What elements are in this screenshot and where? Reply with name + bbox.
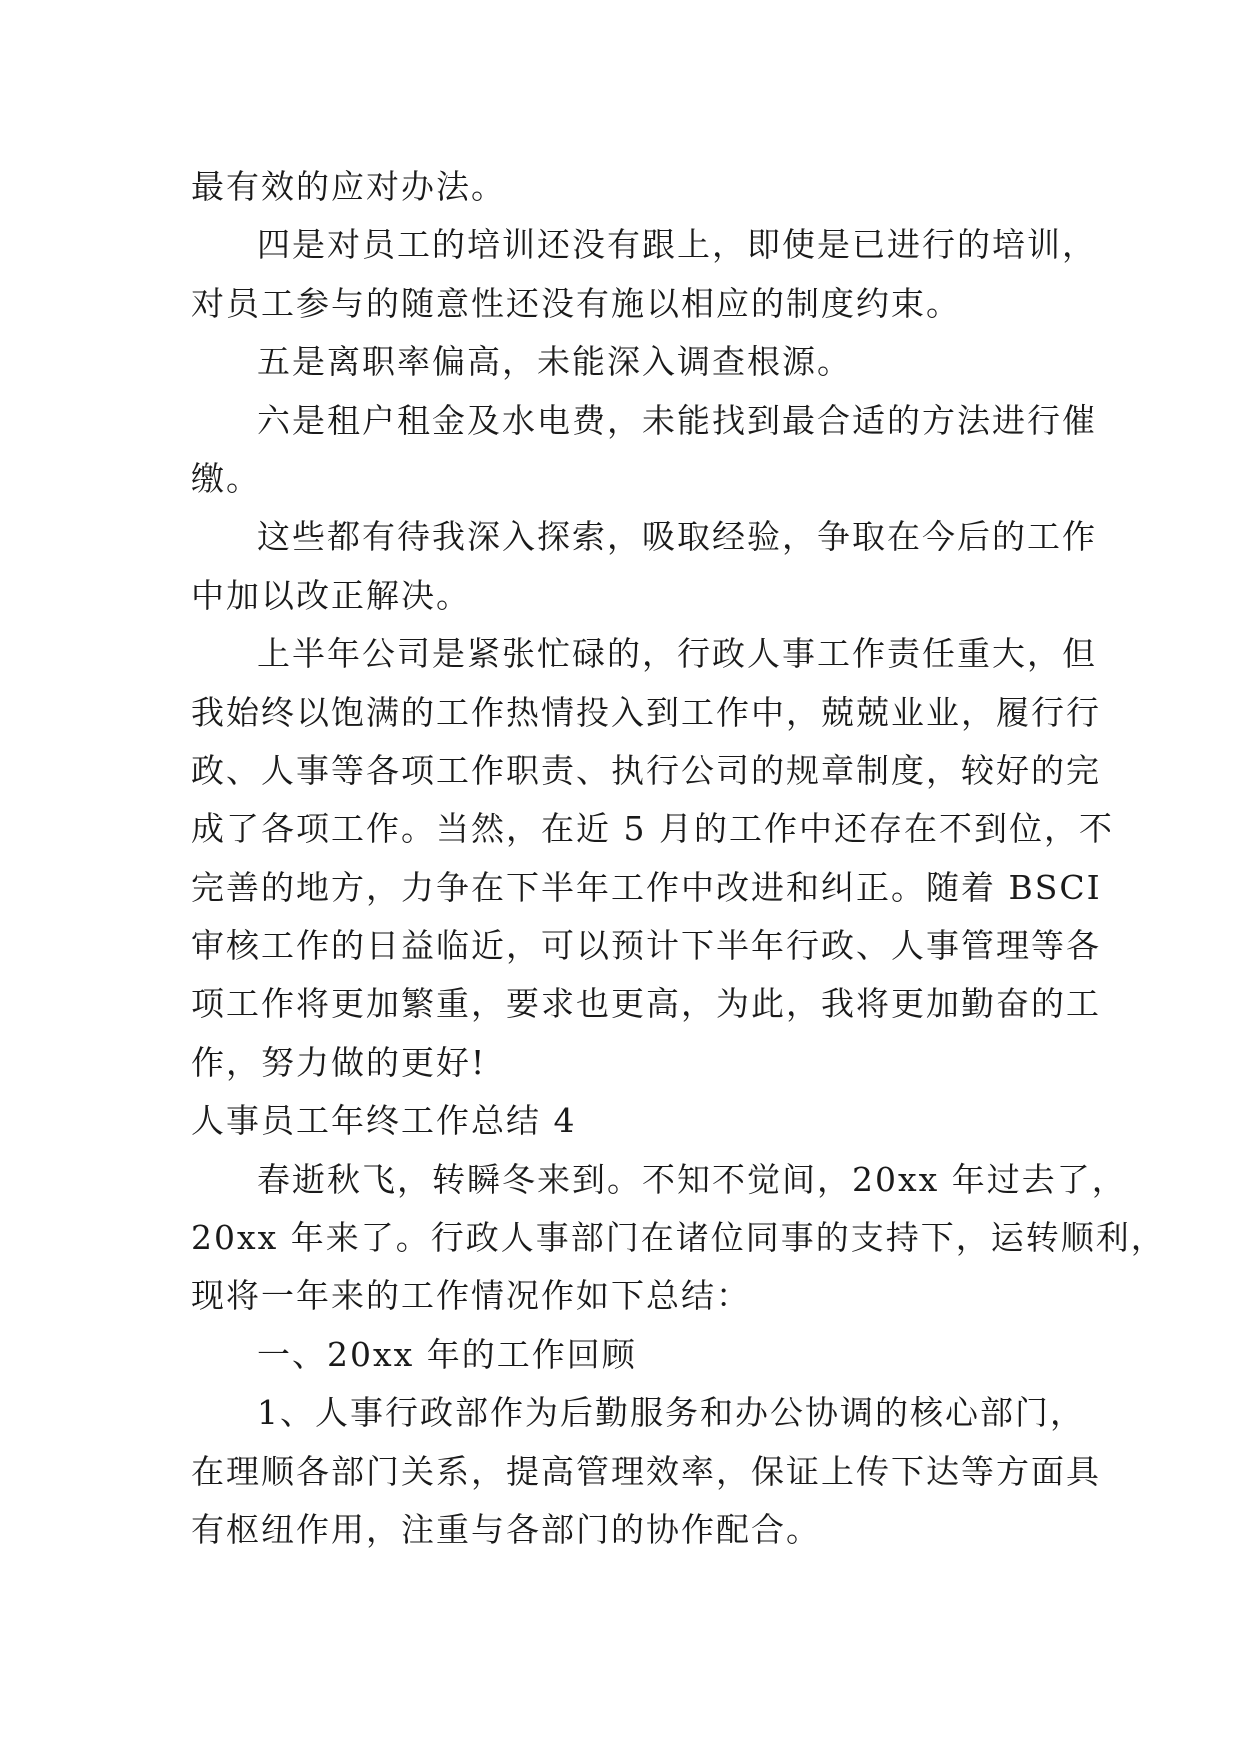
text-line: 我始终以饱满的工作热情投入到工作中，兢兢业业，履行行 [191, 692, 1101, 732]
text-line: 四是对员工的培训还没有跟上，即使是已进行的培训， [257, 225, 1097, 265]
text-line: 作，努力做的更好! [191, 1042, 487, 1082]
text-line: 缴。 [191, 458, 261, 498]
text-line: 项工作将更加繁重，要求也更高，为此，我将更加勤奋的工 [191, 984, 1101, 1024]
text-line: 完善的地方，力争在下半年工作中改进和纠正。随着 BSCI [191, 867, 1102, 907]
text-line: 春逝秋飞，转瞬冬来到。不知不觉间，20xx 年过去了， [257, 1159, 1127, 1199]
text-line: 审核工作的日益临近，可以预计下半年行政、人事管理等各 [191, 926, 1101, 966]
section-heading: 人事员工年终工作总结 4 [191, 1101, 577, 1141]
text-line: 在理顺各部门关系，提高管理效率，保证上传下达等方面具 [191, 1451, 1101, 1491]
text-line: 上半年公司是紧张忙碌的，行政人事工作责任重大，但 [257, 634, 1097, 674]
text-line: 中加以改正解决。 [191, 575, 471, 615]
text-line: 成了各项工作。当然，在近 5 月的工作中还存在不到位，不 [191, 809, 1114, 849]
text-line: 对员工参与的随意性还没有施以相应的制度约束。 [191, 283, 961, 323]
text-line: 现将一年来的工作情况作如下总结： [191, 1276, 751, 1316]
text-line: 政、人事等各项工作职责、执行公司的规章制度，较好的完 [191, 750, 1101, 790]
text-line: 五是离职率偏高，未能深入调查根源。 [257, 342, 852, 382]
text-line: 六是租户租金及水电费，未能找到最合适的方法进行催 [257, 400, 1097, 440]
text-line: 20xx 年来了。行政人事部门在诸位同事的支持下，运转顺利， [191, 1218, 1166, 1258]
document-body [191, 158, 1166, 1559]
subsection-heading: 一、20xx 年的工作回顾 [257, 1334, 637, 1374]
text-line: 1、人事行政部作为后勤服务和办公协调的核心部门， [257, 1393, 1085, 1433]
text-line: 这些都有待我深入探索，吸取经验，争取在今后的工作 [257, 517, 1097, 557]
text-line: 有枢纽作用，注重与各部门的协作配合。 [191, 1509, 821, 1549]
text-line: 最有效的应对办法。 [191, 167, 506, 206]
